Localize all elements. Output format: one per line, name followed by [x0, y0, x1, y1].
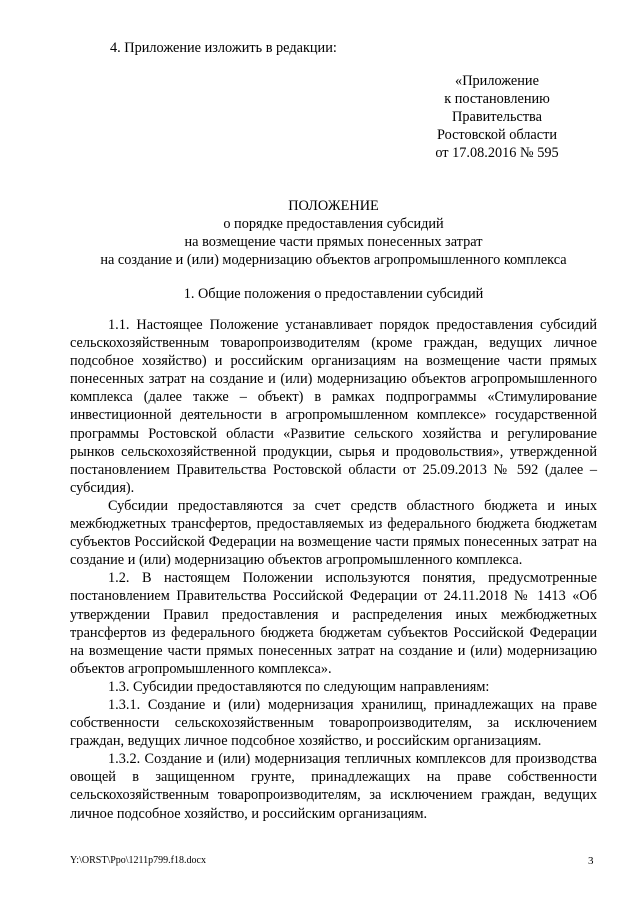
title-line: на возмещение части прямых понесенных затрат [184, 234, 483, 250]
document-title [70, 197, 597, 269]
intro-line: 4. Приложение изложить в редакции: [110, 40, 337, 56]
title-line: на создание и (или) модернизацию объектов агропромышленного комплекса [100, 252, 567, 268]
appendix-line: «Приложение [455, 73, 539, 89]
paragraph: 1.2. В настоящем Положении используются понятия, предусмотренные постановлением Правительства Российской Федерации от 24.11.2018 № 1413 «Об утверждении Правил предоставления и распределения иных межбюджетных трансфертов из федерального бюджета бюджетам субъектов Российской Федерации на возмещение части прямых понесенных затрат на создание и (или) модернизацию объектов агропромышленного комплекса». [70, 570, 597, 677]
paragraph: 1.1. Настоящее Положение устанавливает порядок предоставления субсидий сельскохозяйственным товаропроизводителям (кроме граждан, ведущих личное подсобное хозяйство) и российским организациям на возмещение части прямых понесенных затрат на создание и (или) модернизацию объектов агропромышленного комплекса (далее также – объект) в рамках подпрограммы «Стимулирование инвестиционной деятельности в агропромышленном комплексе» государственной программы Ростовской области «Развитие сельского хозяйства и регулирование рынков сельскохозяйственной продукции, сырья и продовольствия», утвержденной постановлением Правительства Ростовской области от 25.09.2013 № 592 (далее – субсидия). [70, 317, 597, 496]
document-page [70, 0, 597, 905]
appendix-line: Ростовской области [436, 127, 558, 143]
page-number: 3 [588, 855, 594, 867]
appendix-line: к постановлению [444, 91, 550, 107]
appendix-line: от 17.08.2016 № 595 [435, 145, 559, 161]
section-body [70, 316, 597, 823]
paragraph: Субсидии предоставляются за счет средств областного бюджета и иных межбюджетных трансфертов, предоставляемых из федерального бюджета бюджетам субъектов Российской Федерации на возмещение части прямых понесенных затрат на создание и (или) модернизацию объектов агропромышленного комплекса. [70, 497, 597, 569]
appendix-line: Правительства [452, 109, 542, 125]
section-heading: 1. Общие положения о предоставлении субсидий [183, 286, 484, 302]
paragraph: 1.3.2. Создание и (или) модернизация тепличных комплексов для производства овощей в защищенном грунте, принадлежащих на праве собственности сельскохозяйственным товаропроизводителям, за исключением граждан, ведущих личное подсобное хозяйство, и российским организациям. [70, 751, 597, 822]
title-line: о порядке предоставления субсидий [223, 216, 444, 232]
paragraph: 1.3.1. Создание и (или) модернизация хранилищ, принадлежащих на праве собственности сельскохозяйственным товаропроизводителям, за исключением граждан, ведущих личное подсобное хозяйство, и российским организациям. [70, 696, 597, 750]
paragraph: 1.3. Субсидии предоставляются по следующим направлениям: [108, 678, 490, 695]
appendix-reference [397, 72, 597, 162]
footer-file-path: Y:\ORST\Ppo\1211p799.f18.docx [70, 855, 206, 866]
title-heading: ПОЛОЖЕНИЕ [288, 198, 379, 214]
